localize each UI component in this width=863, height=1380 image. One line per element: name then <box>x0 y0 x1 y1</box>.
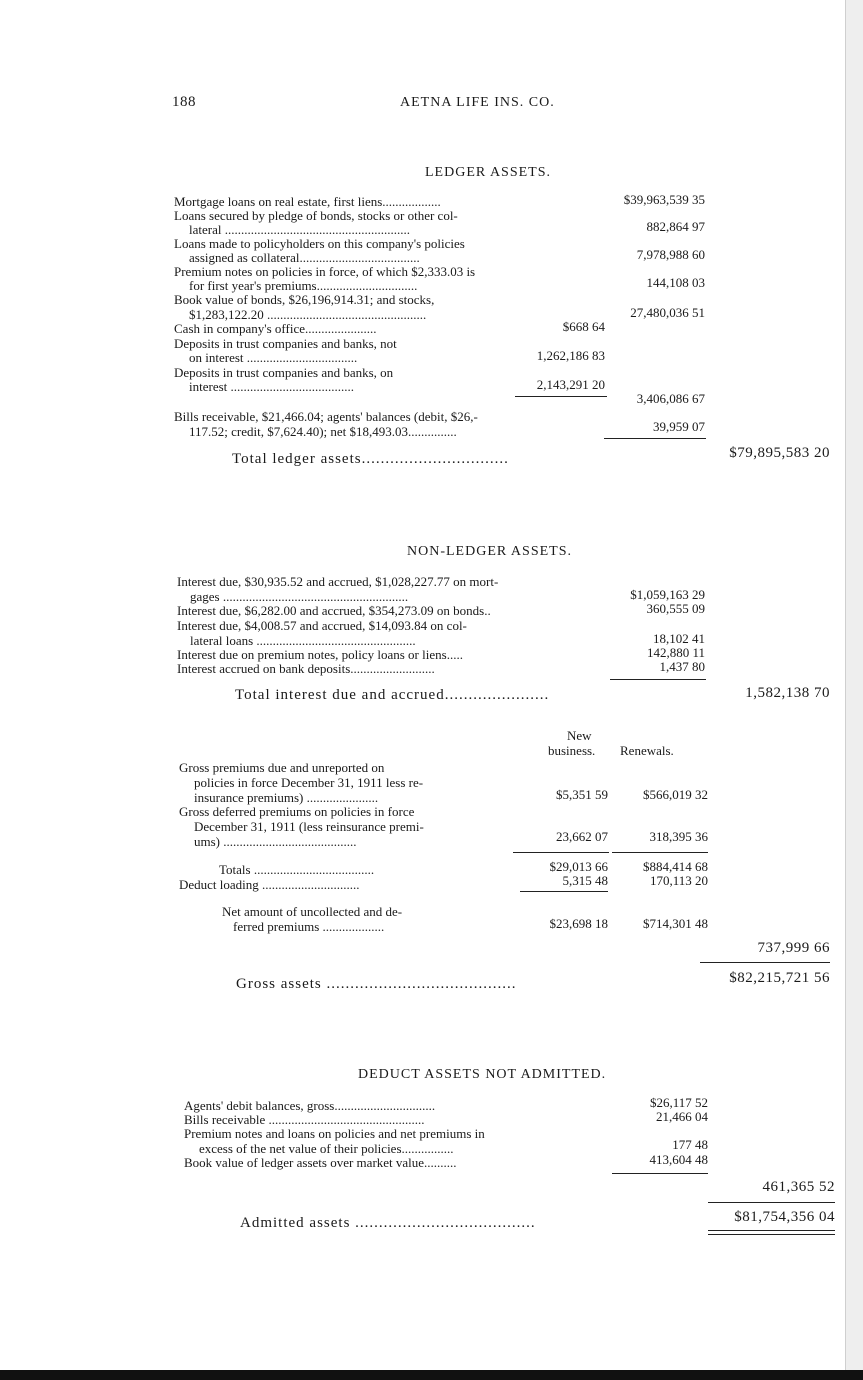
loans-policy-line1: Loans made to policyholders on this company's policies <box>174 236 465 251</box>
interest-bank-value: 1,437 80 <box>659 659 705 674</box>
deduct-loading-renewals: 170,113 20 <box>649 873 708 888</box>
deduct-loading-new: 5,315 48 <box>562 873 608 888</box>
bills-receivable-label: Bills receivable ................................................ <box>184 1112 425 1127</box>
page-edge-bottom <box>0 1370 863 1380</box>
premium-notes-value: 144,108 03 <box>646 275 705 290</box>
book-value-line2: $1,283,122.20 ................................................. <box>189 307 427 322</box>
deposits-b-value: 2,143,291 20 <box>536 377 605 392</box>
cash-value: $668 64 <box>562 319 605 334</box>
agents-debit-label: Agents' debit balances, gross............................... <box>184 1098 436 1113</box>
gross-premiums-line2: policies in force December 31, 1911 less re- <box>194 775 424 790</box>
nonledger-total-value: 1,582,138 70 <box>745 685 830 701</box>
admitted-assets-label: Admitted assets ...................................... <box>240 1215 536 1231</box>
column-new-business-line1: New <box>567 728 592 743</box>
book-value-excess-label: Book value of ledger assets over market value.......... <box>184 1155 457 1170</box>
deferred-premiums-new: 23,662 07 <box>556 829 608 844</box>
mortgage-label: Mortgage loans on real estate, first liens.................. <box>174 194 441 209</box>
deposits-a-line2: on interest .................................. <box>189 350 358 365</box>
deferred-premiums-renewals: 318,395 36 <box>649 829 708 844</box>
interest-collateral-line2: lateral loans ................................................. <box>190 633 416 648</box>
premium-loans-value: 177 48 <box>672 1137 708 1152</box>
column-new-business-line2: business. <box>548 743 596 758</box>
loans-pledge-line1: Loans secured by pledge of bonds, stocks or other col- <box>174 208 458 223</box>
interest-mortgages-line2: gages ......................................................... <box>190 589 409 604</box>
cash-subtotal-rule <box>515 396 607 397</box>
premium-totals-new: $29,013 66 <box>549 859 608 874</box>
ledger-total-rule <box>604 438 706 439</box>
admitted-assets-rule <box>708 1202 835 1203</box>
loans-policy-line2: assigned as collateral..................................... <box>189 250 420 265</box>
loans-policy-value: 7,978,988 60 <box>636 247 705 262</box>
gross-assets-label: Gross assets ........................................ <box>236 976 517 992</box>
bills-receivable-value: 21,466 04 <box>656 1109 708 1124</box>
cash-subtotal-value: 3,406,086 67 <box>636 391 705 406</box>
cash-label: Cash in company's office...................... <box>174 321 377 336</box>
premium-notes-line1: Premium notes on policies in force, of which $2,333.03 is <box>174 264 476 279</box>
not-admitted-total: 461,365 52 <box>762 1179 835 1195</box>
gross-assets-value: $82,215,721 56 <box>729 970 830 986</box>
deferred-premiums-line3: ums) ......................................... <box>194 834 357 849</box>
admitted-double-rule-2 <box>708 1234 835 1235</box>
bills-line2: 117.52; credit, $7,624.40); net $18,493.03............... <box>189 424 457 439</box>
page-number: 188 <box>172 94 196 110</box>
deposits-b-line1: Deposits in trust companies and banks, on <box>174 365 394 380</box>
page-header-company: AETNA LIFE INS. CO. <box>400 95 555 110</box>
bills-value: 39,959 07 <box>653 419 705 434</box>
gross-assets-rule <box>700 962 830 963</box>
book-value-value: 27,480,036 51 <box>630 305 705 320</box>
not-admitted-rule <box>612 1173 708 1174</box>
deposits-a-line1: Deposits in trust companies and banks, not <box>174 336 397 351</box>
premium-notes-line2: for first year's premiums............................... <box>189 278 418 293</box>
ledger-total-label: Total ledger assets............................... <box>232 451 509 467</box>
premium-totals-renewals: $884,414 68 <box>643 859 708 874</box>
premium-renewals-rule <box>612 852 708 853</box>
deposits-b-line2: interest ...................................... <box>189 379 355 394</box>
bills-line1: Bills receivable, $21,466.04; agents' balances (debit, $26,- <box>174 409 478 424</box>
net-uncollected-new: $23,698 18 <box>549 916 608 931</box>
interest-bonds-label: Interest due, $6,282.00 and accrued, $354,273.09 on bonds.. <box>177 603 491 618</box>
loans-pledge-line2: lateral ......................................................... <box>189 222 410 237</box>
ledger-assets-title: LEDGER ASSETS. <box>425 165 552 180</box>
nonledger-total-label: Total interest due and accrued...................... <box>235 687 550 703</box>
premium-loans-line1: Premium notes and loans on policies and net premiums in <box>184 1126 485 1141</box>
interest-mortgages-line1: Interest due, $30,935.52 and accrued, $1,028,227.77 on mort- <box>177 574 499 589</box>
net-uncollected-line1: Net amount of uncollected and de- <box>222 904 403 919</box>
interest-collateral-line1: Interest due, $4,008.57 and accrued, $14,093.84 on col- <box>177 618 467 633</box>
interest-premium-notes-value: 142,880 11 <box>646 645 705 660</box>
interest-mortgages-value: $1,059,163 29 <box>630 587 705 602</box>
interest-collateral-value: 18,102 41 <box>653 631 705 646</box>
book-value-excess-value: 413,604 48 <box>649 1152 708 1167</box>
admitted-double-rule-1 <box>708 1230 835 1231</box>
gross-premiums-new: $5,351 59 <box>556 787 608 802</box>
deposits-a-value: 1,262,186 83 <box>536 348 605 363</box>
agents-debit-value: $26,117 52 <box>649 1095 708 1110</box>
gross-premiums-line3: insurance premiums) ...................... <box>194 790 379 805</box>
gross-premiums-renewals: $566,019 32 <box>643 787 708 802</box>
mortgage-value: $39,963,539 35 <box>623 192 705 207</box>
interest-premium-notes-label: Interest due on premium notes, policy loans or liens..... <box>177 647 463 662</box>
loading-new-rule <box>520 891 608 892</box>
ledger-total-value: $79,895,583 20 <box>729 445 830 461</box>
page-edge-right <box>845 0 863 1380</box>
premium-totals-label: Totals ..................................... <box>219 862 375 877</box>
nonledger-total-rule <box>610 679 706 680</box>
admitted-assets-value: $81,754,356 04 <box>734 1209 835 1225</box>
net-uncollected-line2: ferred premiums ................... <box>233 919 385 934</box>
interest-bonds-value: 360,555 09 <box>646 601 705 616</box>
deduct-loading-label: Deduct loading .............................. <box>179 877 360 892</box>
deferred-premiums-line2: December 31, 1911 (less reinsurance premi- <box>194 819 424 834</box>
gross-premiums-line1: Gross premiums due and unreported on <box>179 760 385 775</box>
premium-new-rule <box>513 852 609 853</box>
book-value-line1: Book value of bonds, $26,196,914.31; and stocks, <box>174 292 435 307</box>
net-uncollected-renewals: $714,301 48 <box>643 916 708 931</box>
nonledger-assets-title: NON-LEDGER ASSETS. <box>407 544 573 559</box>
not-admitted-title: DEDUCT ASSETS NOT ADMITTED. <box>358 1067 607 1082</box>
net-premiums-total: 737,999 66 <box>757 940 830 956</box>
deferred-premiums-line1: Gross deferred premiums on policies in force <box>179 804 415 819</box>
premium-loans-line2: excess of the net value of their policies................ <box>199 1141 454 1156</box>
column-renewals: Renewals. <box>620 743 674 758</box>
loans-pledge-value: 882,864 97 <box>646 219 705 234</box>
interest-bank-label: Interest accrued on bank deposits.......................... <box>177 661 435 676</box>
